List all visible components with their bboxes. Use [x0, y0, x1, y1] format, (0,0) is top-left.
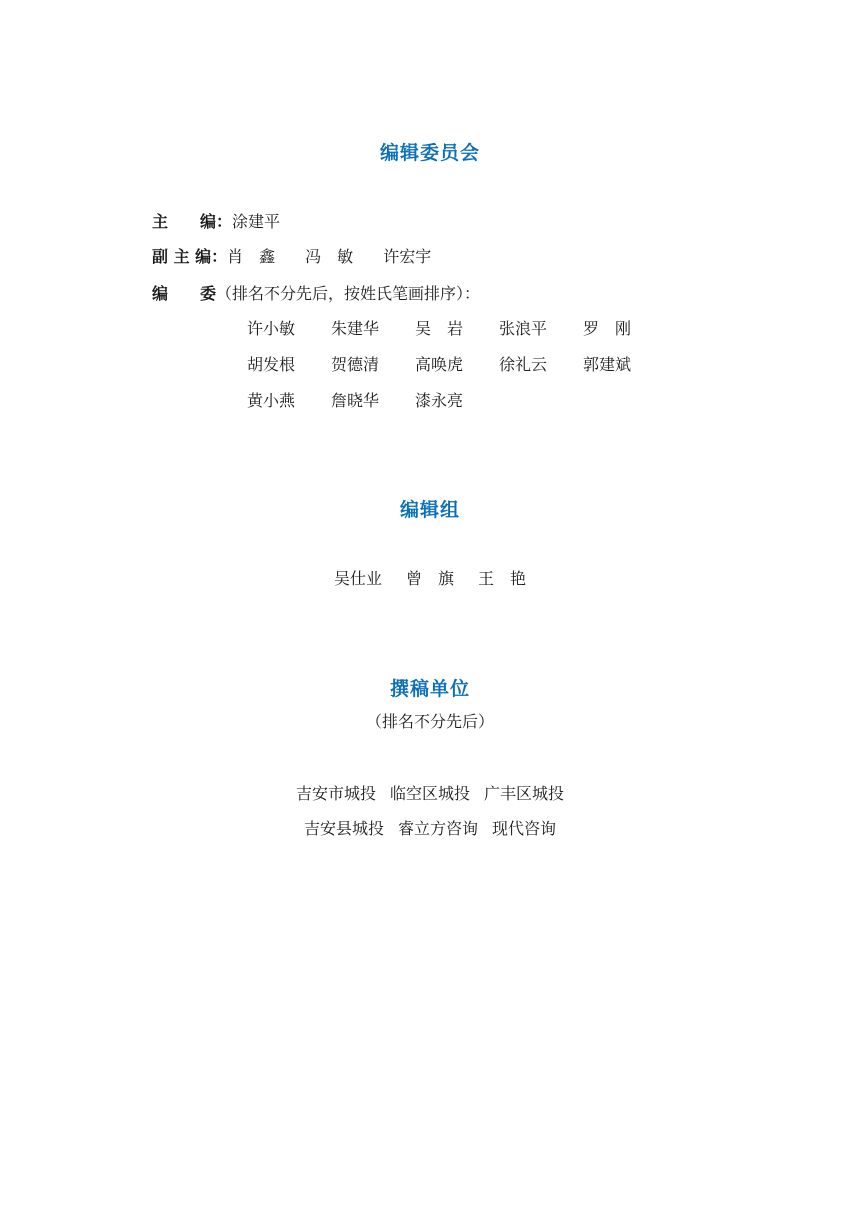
writing-units-title: 撰稿单位 [389, 678, 470, 700]
member-name: 郭建斌 [583, 355, 632, 374]
deputy-editor-name: 冯 敏 [305, 247, 354, 266]
member-name: 张浪平 [499, 319, 548, 338]
members-heading-row [152, 282, 480, 306]
group-member-name: 曾 旗 [405, 569, 454, 588]
member-name: 罗 刚 [583, 319, 632, 338]
member-name: 许小敏 [247, 319, 296, 338]
members-label: 编 委 [152, 284, 217, 303]
group-member-name: 王 艳 [478, 569, 527, 588]
member-name: 胡发根 [247, 355, 296, 374]
writing-units-row [0, 782, 860, 806]
member-name: 贺德清 [331, 355, 380, 374]
chief-editor-name: 涂建平 [232, 212, 281, 231]
editorial-committee-title: 编辑委员会 [379, 142, 480, 164]
deputy-editor-name: 肖 鑫 [227, 247, 276, 266]
member-name: 黄小燕 [247, 391, 296, 410]
writing-units-row [0, 817, 860, 841]
member-name: 詹晓华 [331, 391, 380, 410]
members-note: （排名不分先后，按姓氏笔画排序）： [216, 284, 481, 303]
unit-name: 吉安市城投 [295, 784, 376, 803]
members-row [247, 353, 687, 389]
unit-name: 广丰区城投 [484, 784, 565, 803]
editing-group-title: 编辑组 [399, 499, 460, 521]
unit-name: 临空区城投 [389, 784, 470, 803]
deputy-editor-row [152, 245, 461, 269]
member-name: 漆永亮 [415, 391, 464, 410]
member-name: 徐礼云 [499, 355, 548, 374]
unit-name: 吉安县城投 [303, 819, 384, 838]
deputy-editor-label: 副 主 编： [152, 247, 228, 266]
member-name: 高唤虎 [415, 355, 464, 374]
members-row [247, 389, 687, 425]
unit-name: 现代咨询 [492, 819, 557, 838]
group-member-name: 吴仕业 [333, 569, 382, 588]
member-name: 吴 岩 [415, 319, 464, 338]
members-row [247, 317, 687, 353]
members-list [247, 317, 687, 425]
chief-editor-label: 主 编： [152, 212, 233, 231]
unit-name: 睿立方咨询 [397, 819, 478, 838]
deputy-editor-name: 许宏宇 [383, 247, 432, 266]
member-name: 朱建华 [331, 319, 380, 338]
editing-group-names [0, 567, 860, 591]
chief-editor-row [152, 210, 280, 234]
writing-units-note: （排名不分先后） [365, 712, 494, 731]
